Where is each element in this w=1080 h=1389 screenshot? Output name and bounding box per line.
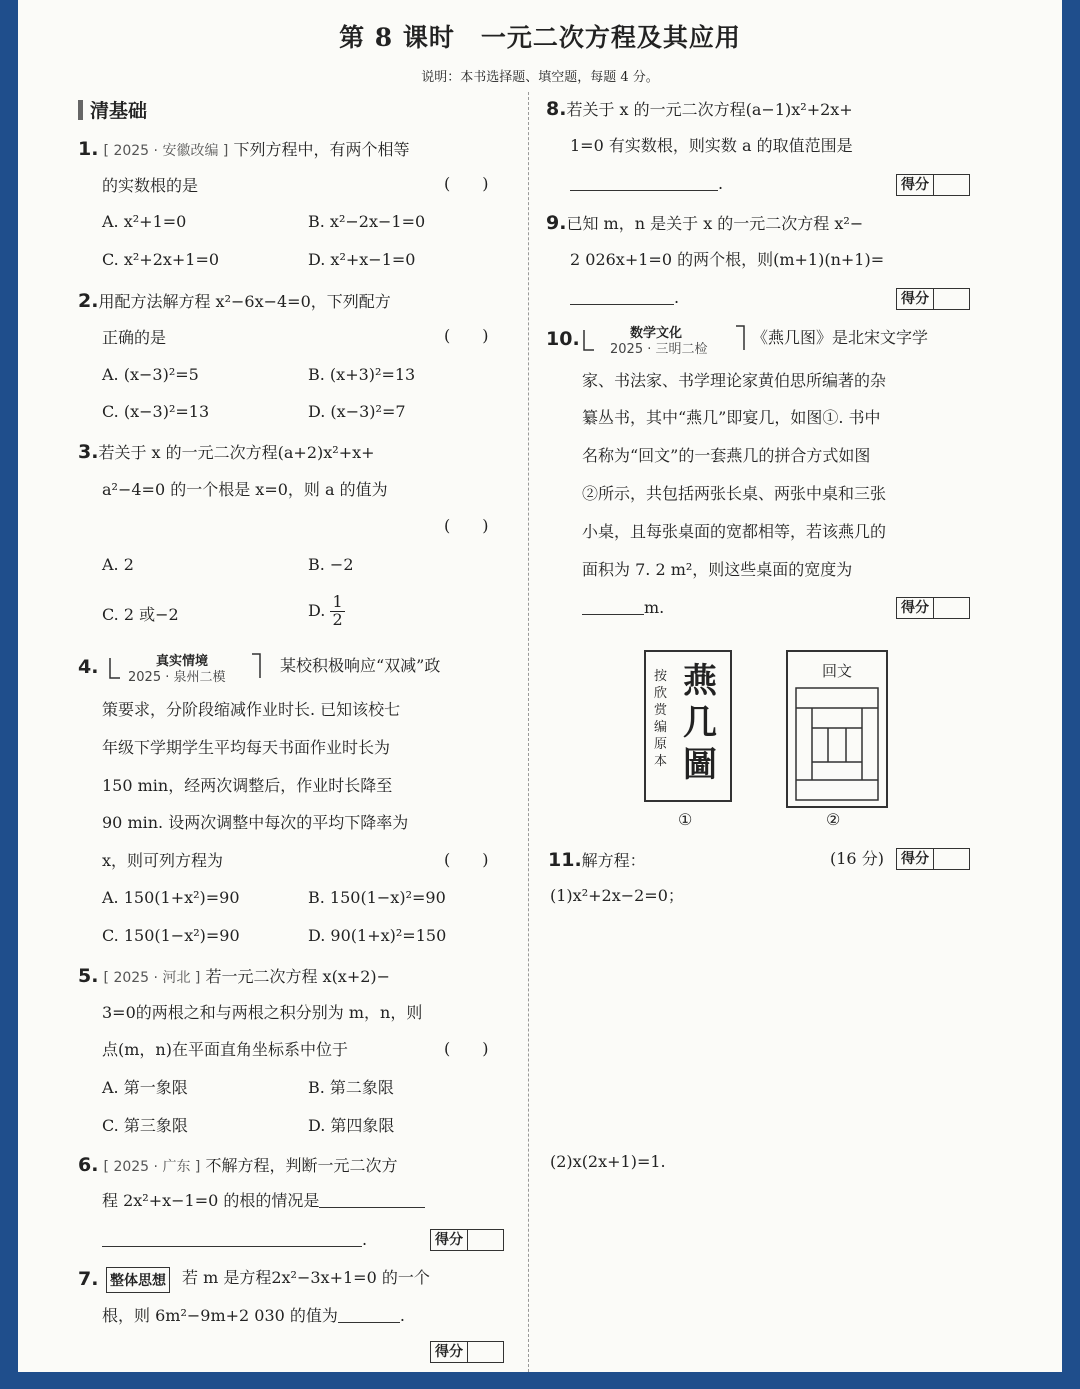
question-6-line-3: [102, 1232, 367, 1248]
question-2-option-b: B. (x+3)²=13: [308, 365, 416, 384]
question-9-answer-blank[interactable]: [570, 290, 674, 305]
question-1-option-b: B. x²−2x−1=0: [308, 212, 426, 231]
figure-1-side-text: 按欣赏编原本: [654, 669, 668, 769]
question-2-text: 用配方法解方程 x²−6x−4=0，下列配方: [98, 292, 391, 311]
question-3-line-1: [78, 443, 375, 462]
question-6-number: 6.: [78, 1154, 99, 1176]
question-1-option-d: D. x²+x−1=0: [308, 250, 416, 269]
question-7-line-2: [102, 1308, 405, 1324]
question-6-line-2: [102, 1193, 425, 1209]
question-9-score-box[interactable]: [896, 288, 970, 310]
question-5-text: 若一元二次方程 x(x+2)−: [205, 967, 391, 986]
question-2-option-c: C. (x−3)²=13: [102, 402, 210, 421]
question-3-number: 3.: [78, 441, 99, 463]
figure-2-table-layout: [786, 650, 888, 808]
question-10-text-3: 纂丛书，其中“燕几”即宴几，如图①. 书中: [582, 408, 881, 427]
question-10-badge-source: 2025 · 三明二检: [610, 342, 708, 357]
question-5-answer-paren[interactable]: ( ): [444, 1039, 489, 1058]
question-7-text-2: 根，则 6m²−9m+2 030 的值为: [102, 1306, 338, 1325]
question-4-option-d: D. 90(1+x)²=150: [308, 926, 447, 945]
question-4-answer-paren[interactable]: ( ): [444, 850, 489, 869]
figure-2-title-text: 回文: [821, 662, 852, 680]
question-10-badge-category: 数学文化: [630, 326, 683, 341]
fraction-denominator: 2: [332, 609, 343, 629]
question-3-option-b: B. −2: [308, 555, 354, 574]
question-5-text-2: 3=0的两根之和与两根之积分别为 m，n，则: [102, 1003, 423, 1022]
question-8-score-box[interactable]: [896, 174, 970, 196]
question-7-answer-blank[interactable]: [338, 1308, 400, 1323]
question-7-text: 若 m 是方程2x²−3x+1=0 的一个: [182, 1268, 430, 1287]
question-10-text-4: 名称为“回文”的一套燕几的拼合方式如图: [582, 446, 871, 465]
question-5-option-d: D. 第四象限: [308, 1116, 395, 1135]
question-10-score-box[interactable]: [896, 597, 970, 619]
question-2-option-d: D. (x−3)²=7: [308, 402, 406, 421]
question-10-text: 《燕几图》是北宋文字学: [752, 328, 929, 347]
question-10-text-6: 小桌，且每张桌面的宽都相等，若该燕几的: [582, 522, 887, 541]
column-divider: [528, 92, 529, 1372]
figure-1-label: ①: [678, 810, 693, 829]
question-4-option-a: A. 150(1+x²)=90: [102, 888, 240, 907]
question-9-text: 已知 m，n 是关于 x 的一元二次方程 x²−: [566, 214, 864, 233]
question-6-text-2: 程 2x²+x−1=0 的根的情况是: [102, 1191, 320, 1210]
figure-2-layout-diagram: [788, 652, 886, 806]
question-7-end: .: [399, 1306, 406, 1325]
question-4-badge-category: 真实情境: [156, 654, 209, 669]
question-11-points: (16 分): [830, 849, 884, 868]
score-label: 得分: [897, 175, 934, 195]
question-1-number: 1.: [78, 138, 99, 160]
question-9-number: 9.: [546, 212, 567, 234]
score-label: 得分: [897, 289, 934, 309]
question-4-line-1: [78, 658, 98, 677]
figure-2-label: ②: [826, 810, 841, 829]
question-1-answer-paren[interactable]: ( ): [444, 174, 489, 193]
question-11-part-1: (1)x²+2x−2=0；: [550, 886, 684, 905]
question-4-option-c: C. 150(1−x²)=90: [102, 926, 240, 945]
question-4-text-5: 90 min. 设两次调整中每次的平均下降率为: [102, 813, 409, 832]
question-1-source-tag: [ 2025 · 安徽改编 ]: [103, 143, 229, 159]
score-label: 得分: [897, 598, 934, 618]
score-label: 得分: [897, 849, 934, 869]
question-2-line-1: [78, 292, 391, 311]
question-1-line-1: [78, 140, 409, 159]
question-10-answer-blank[interactable]: [582, 600, 644, 615]
question-9-end: .: [674, 288, 680, 307]
question-11-part-2: (2)x(2x+1)=1.: [550, 1152, 666, 1171]
question-4-text-4: 150 min，经两次调整后，作业时长降至: [102, 776, 393, 795]
question-4-number: 4.: [78, 656, 99, 678]
score-label: 得分: [431, 1342, 468, 1362]
question-8-end: .: [718, 174, 724, 193]
question-9-text-2: 2 026x+1=0 的两个根，则(m+1)(n+1)=: [570, 250, 885, 269]
question-8-answer-blank[interactable]: [570, 176, 718, 191]
question-10-unit: m.: [644, 598, 665, 617]
question-6-answer-blank-2[interactable]: [102, 1232, 362, 1247]
question-6-score-box[interactable]: [430, 1229, 504, 1251]
question-6-line-1: [78, 1156, 397, 1175]
question-8-line-1: [546, 100, 853, 119]
question-3-option-d-label: D.: [308, 600, 326, 620]
question-4-text-2: 策要求，分阶段缩减作业时长. 已知该校七: [102, 700, 401, 719]
question-3-answer-paren[interactable]: ( ): [444, 516, 489, 535]
figure-1-book-cover: [644, 650, 732, 802]
question-10-line-1: [546, 330, 580, 349]
question-3-text: 若关于 x 的一元二次方程(a+2)x²+x+: [98, 443, 375, 462]
question-7-score-box[interactable]: [430, 1341, 504, 1363]
question-8-text: 若关于 x 的一元二次方程(a−1)x²+2x+: [566, 100, 853, 119]
question-5-text-3: 点(m，n)在平面直角坐标系中位于: [102, 1040, 348, 1059]
question-10-text-2: 家、书法家、书学理论家黄伯思所编著的杂: [582, 371, 887, 390]
question-1-option-c: C. x²+2x+1=0: [102, 250, 220, 269]
question-5-line-1: [78, 967, 390, 986]
question-3-option-c: C. 2 或−2: [102, 605, 179, 624]
question-4-text: 某校积极响应“双减”政: [280, 656, 441, 675]
question-5-option-a: A. 第一象限: [102, 1078, 188, 1097]
question-2-option-a: A. (x−3)²=5: [102, 365, 199, 384]
section-bar-icon: [78, 100, 83, 120]
question-3-option-a: A. 2: [102, 555, 134, 574]
question-8-line-3: [570, 176, 723, 192]
question-4-option-b: B. 150(1−x)²=90: [308, 888, 446, 907]
question-1-option-a: A. x²+1=0: [102, 212, 187, 231]
section-heading-text: 清基础: [90, 100, 148, 122]
question-6-source-tag: [ 2025 · 广东 ]: [103, 1159, 201, 1175]
question-7-method-tag: 整体思想: [106, 1267, 170, 1293]
instruction-note: 说明：本书选择题、填空题，每题 4 分。: [421, 70, 659, 85]
question-7-line-1: [78, 1270, 98, 1289]
question-11-line-1: [548, 851, 646, 870]
question-4-text-6: x，则可列方程为: [102, 851, 224, 870]
question-2-answer-paren[interactable]: ( ): [444, 326, 489, 345]
question-4-badge-source: 2025 · 泉州二模: [128, 670, 226, 685]
question-10-number: 10.: [546, 328, 580, 350]
question-2-text-2: 正确的是: [102, 328, 167, 347]
question-7-number: 7.: [78, 1268, 99, 1290]
question-6-text: 不解方程，判断一元二次方: [205, 1156, 398, 1175]
question-10-badge: [580, 320, 750, 356]
question-3-text-2: a²−4=0 的一个根是 x=0，则 a 的值为: [102, 480, 388, 499]
question-5-option-c: C. 第三象限: [102, 1116, 188, 1135]
question-9-line-1: [546, 214, 863, 233]
question-6-end: .: [362, 1230, 368, 1249]
question-8-text-2: 1=0 有实数根，则实数 a 的取值范围是: [570, 136, 853, 155]
question-3-option-d-fraction: [330, 594, 344, 629]
question-1-text: 下列方程中，有两个相等: [233, 140, 410, 159]
worksheet-page: [18, 0, 1062, 1372]
question-11-score-box[interactable]: [896, 848, 970, 870]
question-4-text-3: 年级下学期学生平均每天书面作业时长为: [102, 738, 391, 757]
question-5-number: 5.: [78, 965, 99, 987]
question-9-line-3: [570, 290, 679, 306]
question-5-option-b: B. 第二象限: [308, 1078, 394, 1097]
question-1-text-2: 的实数根的是: [102, 176, 199, 195]
question-10-text-5: ②所示，共包括两张长桌、两张中桌和三张: [582, 484, 887, 503]
question-10-line-8: [582, 600, 664, 616]
question-11-text: 解方程：: [581, 851, 646, 870]
fraction-numerator: 1: [332, 592, 343, 611]
figure-1-title-text: 燕几圖: [683, 661, 717, 785]
question-3-option-d: [308, 594, 345, 629]
page-title: 第 8 课时 一元二次方程及其应用: [339, 23, 741, 52]
question-10-text-7: 面积为 7. 2 m²，则这些桌面的宽度为: [582, 560, 853, 579]
question-8-number: 8.: [546, 98, 567, 120]
section-heading: [78, 100, 147, 121]
question-4-badge: [104, 648, 264, 684]
question-11-number: 11.: [548, 849, 582, 871]
score-label: 得分: [431, 1230, 468, 1250]
question-5-source-tag: [ 2025 · 河北 ]: [103, 970, 201, 986]
question-6-answer-blank[interactable]: [319, 1193, 425, 1208]
question-2-number: 2.: [78, 290, 99, 312]
